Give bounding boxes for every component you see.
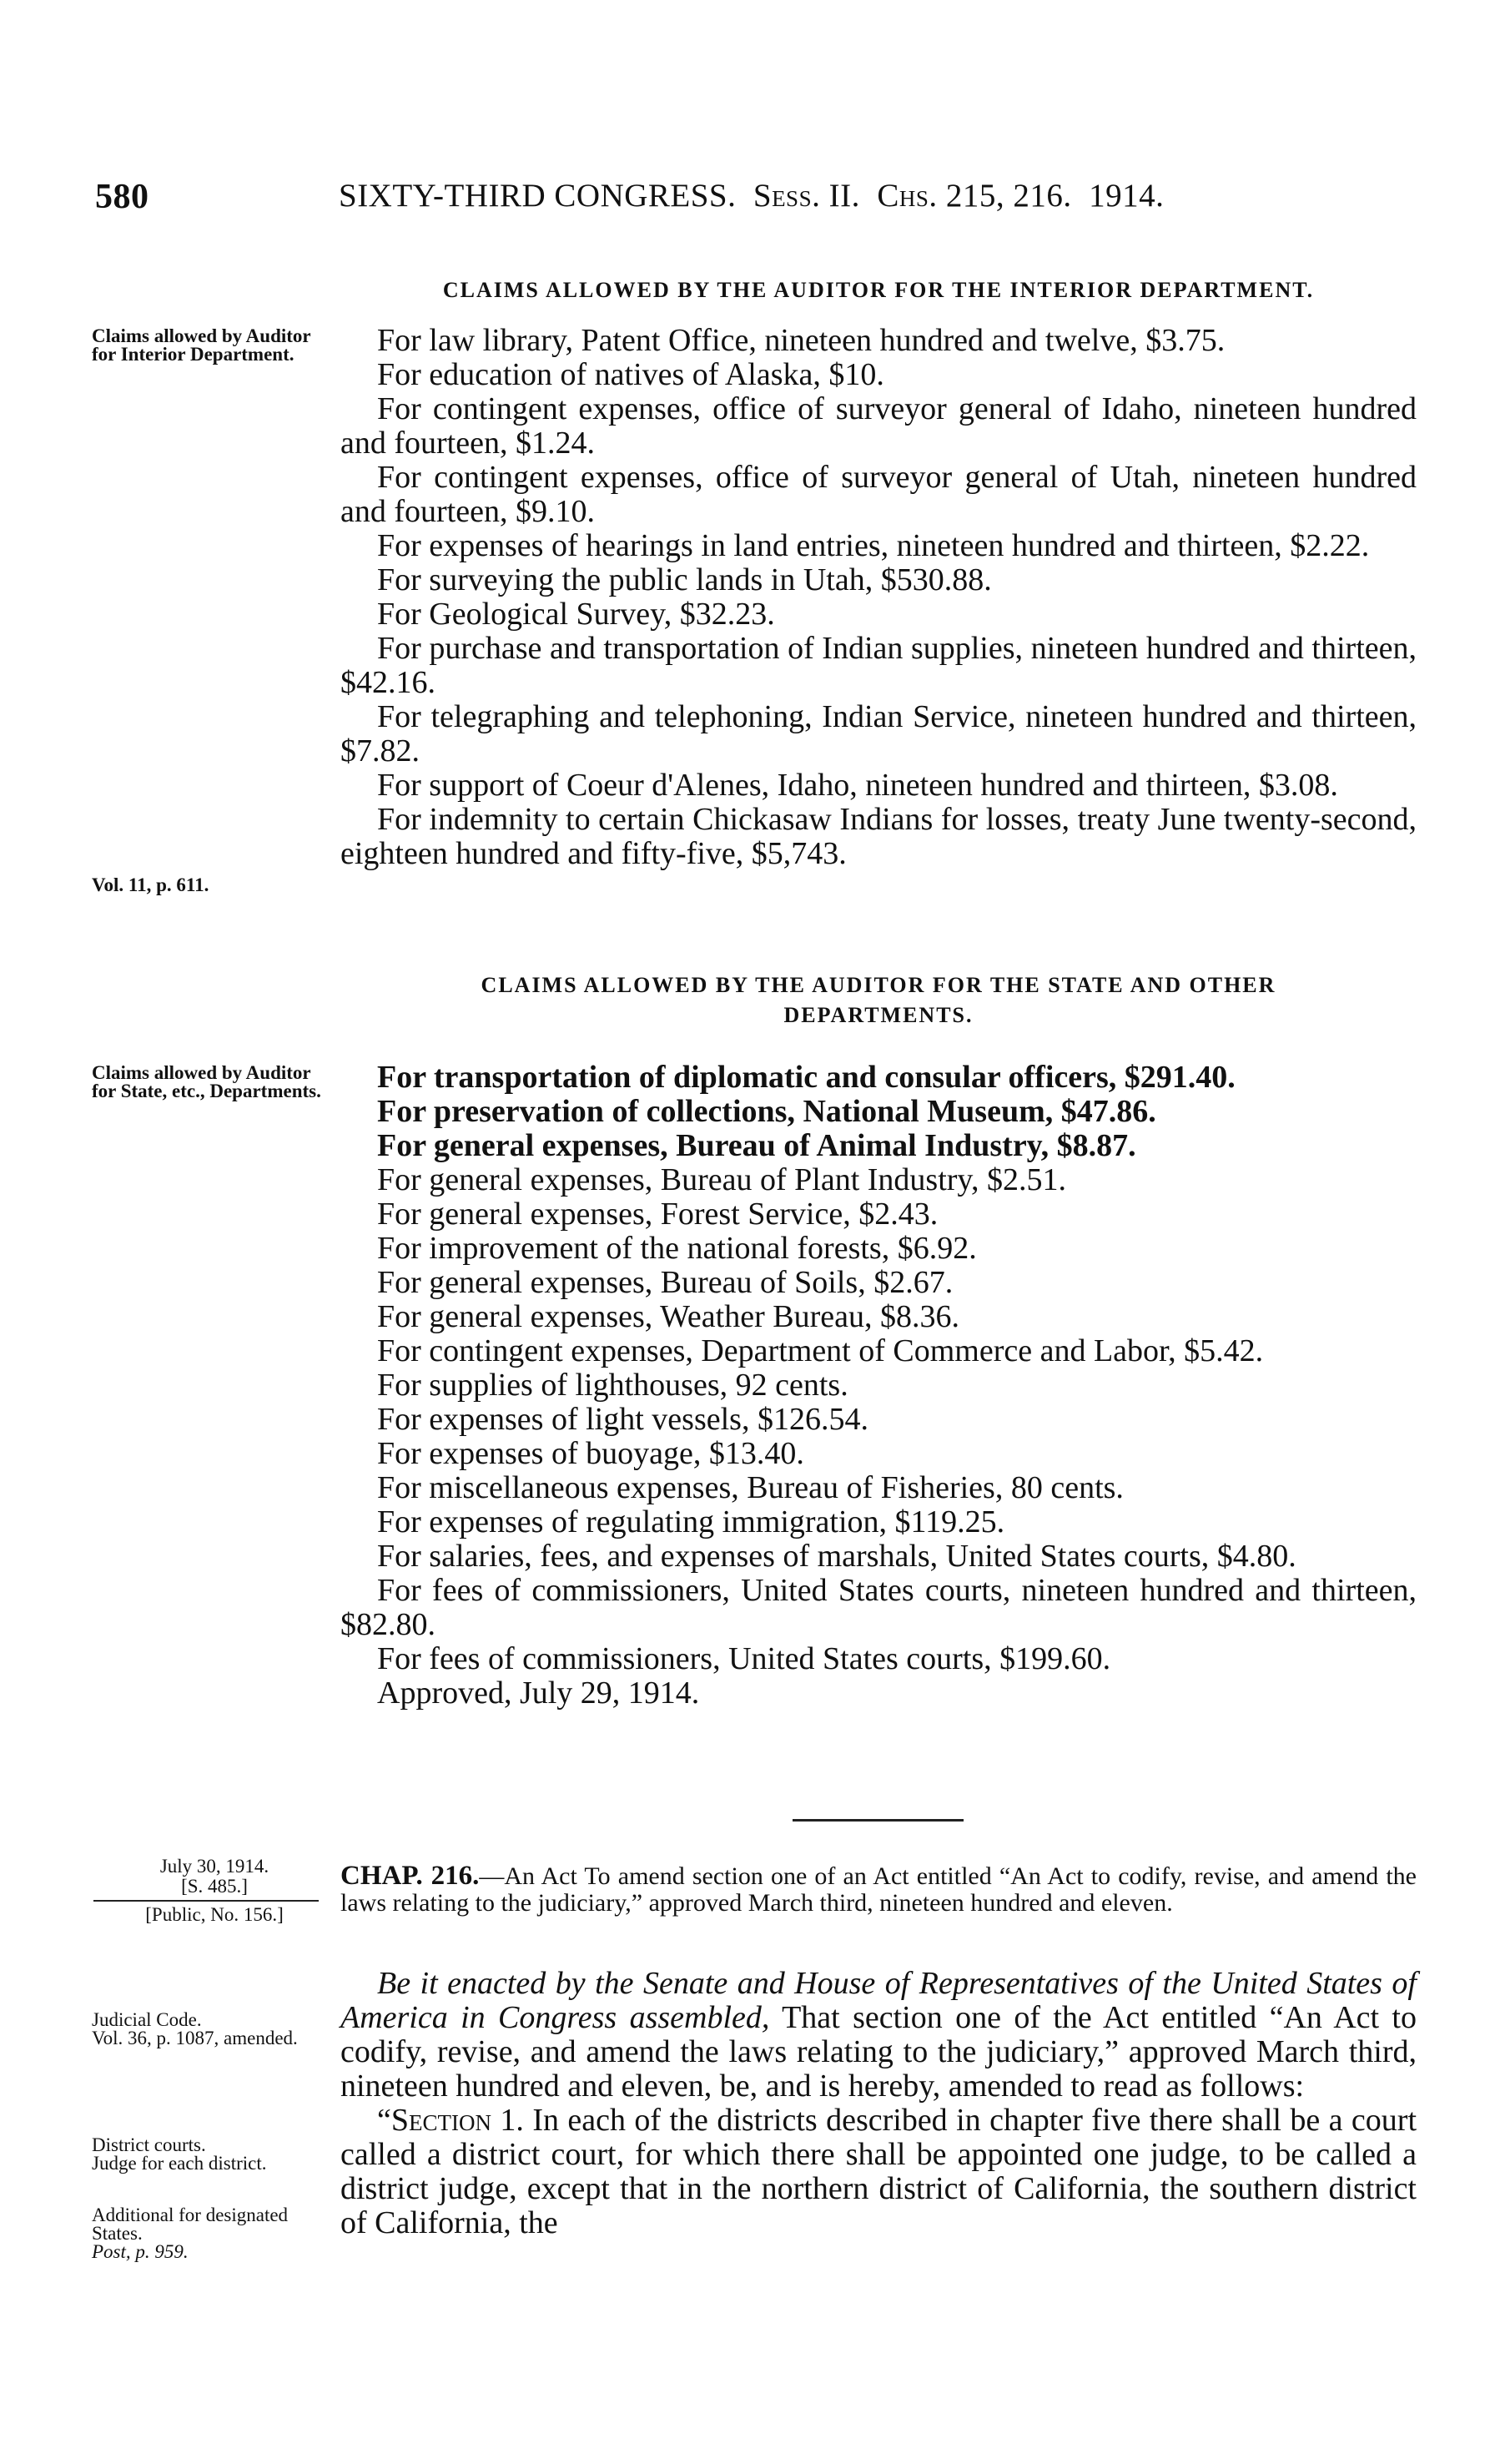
enacting-italic: Be it enacted by the Senate and House of Representatives of the United States of America in Congress assembled, (340, 1966, 1417, 2035)
state-claims (340, 1061, 1417, 1711)
claim-item: For indemnity to certain Chickasaw Indians for losses, treaty June twenty-second, eighteen hundred and fifty-five, $5,743. (340, 802, 1417, 871)
state-heading-line2: DEPARTMENTS. (783, 1003, 974, 1027)
state-heading (340, 970, 1417, 1030)
claim-item: For contingent expenses, office of surveyor general of Utah, nineteen hundred and fourteen, $9.10. (340, 460, 1417, 529)
claim-item: For transportation of diplomatic and consular officers, $291.40. (377, 1060, 1236, 1095)
interior-claims (340, 324, 1417, 871)
section-label: “Section 1. (377, 2103, 524, 2138)
chapter-date: July 30, 1914. (159, 1856, 269, 1877)
interior-heading: CLAIMS ALLOWED BY THE AUDITOR FOR THE INTERIOR DEPARTMENT. (442, 278, 1315, 302)
claim-item: For general expenses, Bureau of Soils, $2.67. (377, 1265, 954, 1300)
claim-item: For improvement of the national forests, $6.92. (377, 1231, 977, 1266)
section-divider (793, 1819, 964, 1822)
meta-divider (93, 1900, 319, 1902)
margin-note-interior: Claims allowed by Auditor for Interior Department. (92, 325, 311, 365)
congress-title: SIXTY-THIRD CONGRESS. (339, 178, 737, 214)
chapter-title-text: —An Act To amend section one of an Act entitled “An Act to codify, revise, and amend the laws relating to the judiciary,” approved March third, nineteen hundred and eleven. (340, 1862, 1417, 1917)
margin-district: District courts. (92, 2134, 206, 2155)
claim-item: For purchase and transportation of Indian supplies, nineteen hundred and thirteen, $42.16. (340, 631, 1417, 700)
bold-claims (340, 1061, 1417, 1163)
running-title (339, 177, 1164, 214)
claim-item: For general expenses, Forest Service, $2.43. (377, 1197, 939, 1232)
claim-item: For fees of commissioners, United States courts, $199.60. (377, 1641, 1111, 1676)
claim-item: For salaries, fees, and expenses of marshals, United States courts, $4.80. (377, 1539, 1296, 1574)
claim-item: For miscellaneous expenses, Bureau of Fisheries, 80 cents. (377, 1470, 1124, 1505)
margin-note-state: Claims allowed by Auditor for State, etc., Departments. (92, 1062, 321, 1101)
page-header (95, 177, 1407, 219)
claim-item: For support of Coeur d'Alenes, Idaho, nineteen hundred and thirteen, $3.08. (377, 768, 1338, 803)
enacting-rest: That section one of the Act entitled “An Act to codify, revise, and amend the laws relating to the judiciary,” approved March third, nineteen hundred and eleven, be, and is hereby, amended to read as follows: (340, 2000, 1417, 2104)
margin-additional-text: Additional for designated States. (92, 2204, 289, 2244)
margin-additional (92, 2206, 334, 2261)
chapters-label: Chs. 215, 216. (877, 178, 1072, 214)
claim-item: For expenses of hearings in land entries, nineteen hundred and thirteen, $2.22. (377, 528, 1370, 563)
claim-item: For telegraphing and telephoning, Indian Service, nineteen hundred and thirteen, $7.82. (340, 699, 1417, 768)
claim-item: For preservation of collections, National Museum, $47.86. (377, 1094, 1156, 1129)
margin-vol36: Vol. 36, p. 1087, amended. (92, 2028, 298, 2048)
claim-item: For contingent expenses, office of surveyor general of Idaho, nineteen hundred and fourteen, $1.24. (340, 391, 1417, 461)
margin-district-courts (92, 2136, 334, 2173)
section-one (340, 2104, 1417, 2240)
enacting-paragraph (340, 1967, 1417, 2104)
public-law-number: [Public, No. 156.] (145, 1904, 284, 1925)
claim-item: For general expenses, Bureau of Animal Industry, $8.87. (377, 1128, 1136, 1163)
claim-item: For surveying the public lands in Utah, $530.88. (377, 562, 992, 597)
page-number: 580 (95, 178, 149, 216)
claim-item: For contingent expenses, Department of Commerce and Labor, $5.42. (377, 1333, 1264, 1368)
claim-item: For law library, Patent Office, nineteen hundred and twelve, $3.75. (377, 323, 1226, 358)
claim-item: For education of natives of Alaska, $10. (377, 357, 884, 392)
year-label: 1914. (1089, 178, 1165, 214)
claim-item: For expenses of light vessels, $126.54. (377, 1402, 868, 1437)
claim-item: For expenses of regulating immigration, $119.25. (377, 1504, 1005, 1539)
state-heading-line1: CLAIMS ALLOWED BY THE AUDITOR FOR THE STATE AND OTHER (481, 973, 1276, 997)
chapter-title (340, 1862, 1417, 1917)
enacting-clause (340, 1967, 1417, 2240)
claim-item: For expenses of buoyage, $13.40. (377, 1436, 804, 1471)
claim-item: For general expenses, Weather Bureau, $8.36. (377, 1299, 959, 1334)
margin-vol-ref: Vol. 11, p. 611. (92, 874, 209, 895)
claim-item: For supplies of lighthouses, 92 cents. (377, 1368, 848, 1403)
claim-item: For Geological Survey, $32.23. (377, 597, 775, 632)
section-text: In each of the districts described in chapter five there shall be a court called a district court, for which there shall be appointed one judge, to be called a district judge, except that in the northern district of California, the southern district of California, the (340, 2103, 1417, 2240)
senate-bill: [S. 485.] (181, 1876, 248, 1897)
chapter-label: CHAP. 216. (340, 1861, 480, 1891)
claim-item: For fees of commissioners, United States courts, nineteen hundred and thirteen, $82.80. (340, 1573, 1417, 1642)
approval-line: Approved, July 29, 1914. (377, 1675, 700, 1711)
margin-judicial: Judicial Code. (92, 2009, 202, 2030)
margin-post: Post, p. 959. (92, 2241, 189, 2262)
margin-judge: Judge for each district. (92, 2153, 267, 2174)
margin-judicial-code (92, 2011, 334, 2048)
chapter-meta (93, 1857, 335, 1925)
claim-item: For general expenses, Bureau of Plant Industry, $2.51. (377, 1162, 1066, 1197)
session-label: Sess. II. (753, 178, 860, 214)
